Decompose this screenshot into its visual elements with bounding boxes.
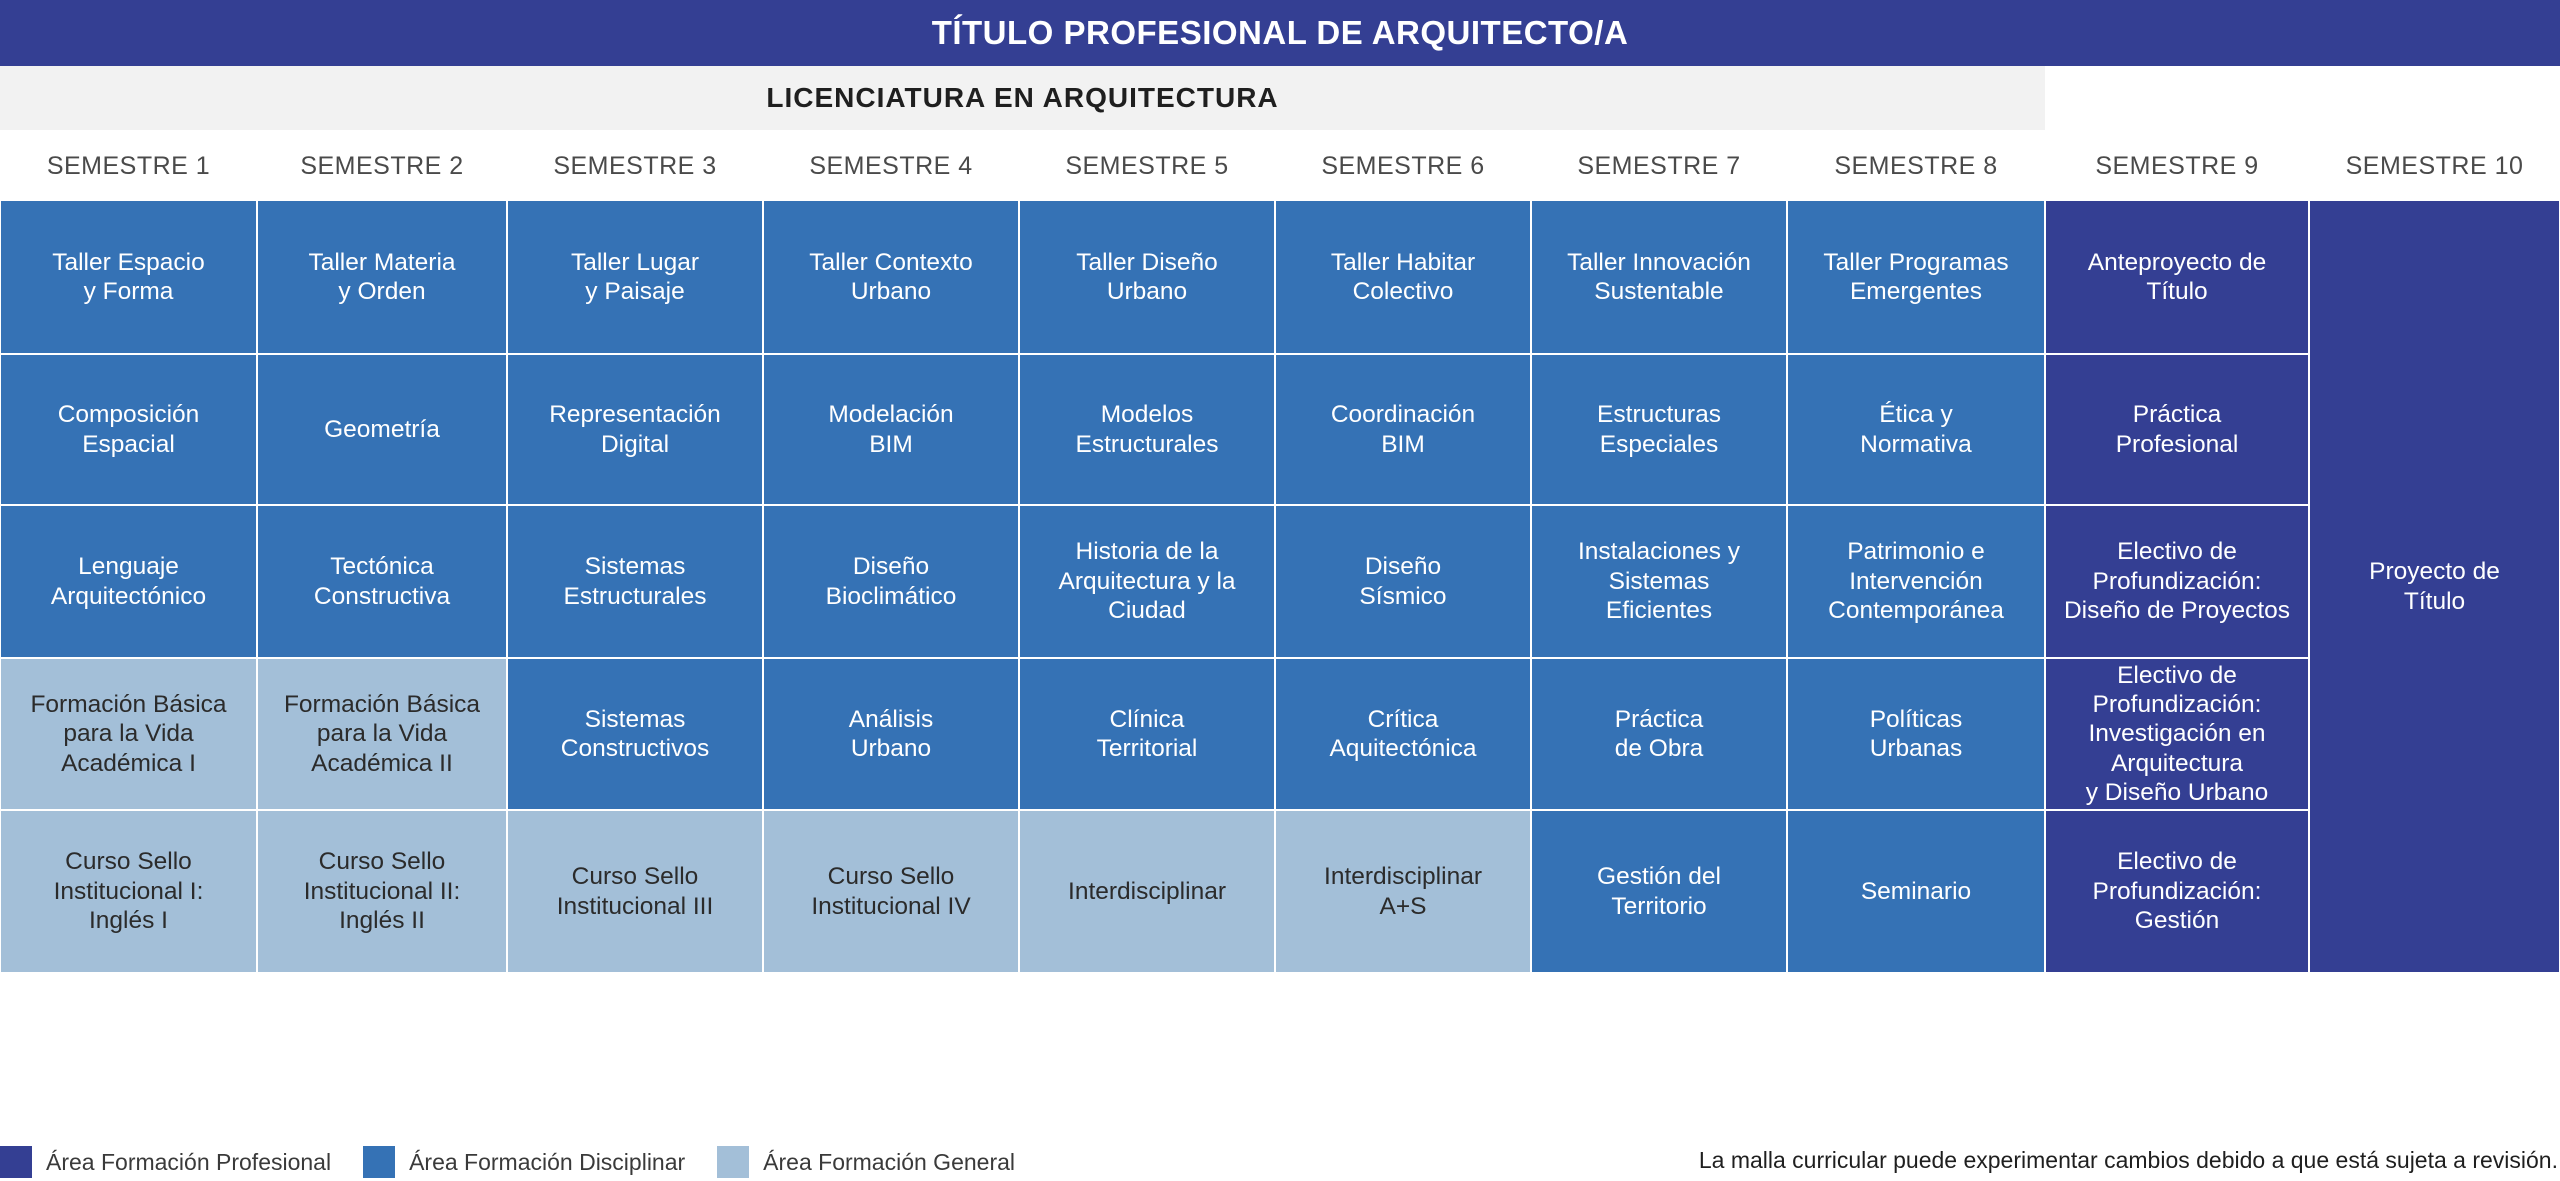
semester-header: SEMESTRE 9 xyxy=(2095,151,2259,180)
course-cell: Taller Diseño Urbano xyxy=(1019,200,1275,354)
course-cell: Electivo de Profundización: Investigación en Arquitectura y Diseño Urbano xyxy=(2045,658,2309,810)
course-cell: Electivo de Profundización: Diseño de Proyectos xyxy=(2045,505,2309,658)
course-cell: Gestión del Territorio xyxy=(1531,810,1787,973)
legend-swatch-profesional xyxy=(0,1146,32,1178)
course-cell: Taller Contexto Urbano xyxy=(763,200,1019,354)
course-cell: Anteproyecto de Título xyxy=(2045,200,2309,354)
course-cell: Representación Digital xyxy=(507,354,763,505)
course-cell: Lenguaje Arquitectónico xyxy=(0,505,257,658)
course-cell: Seminario xyxy=(1787,810,2045,973)
course-cell: Sistemas Constructivos xyxy=(507,658,763,810)
course-cell: Interdisciplinar A+S xyxy=(1275,810,1531,973)
legend-item-profesional xyxy=(0,1146,331,1178)
legend-item-disciplinar xyxy=(363,1146,685,1178)
course-cell: Diseño Sísmico xyxy=(1275,505,1531,658)
course-cell: Geometría xyxy=(257,354,507,505)
course-cell: Modelación BIM xyxy=(763,354,1019,505)
legend xyxy=(0,1143,1015,1181)
semester-header: SEMESTRE 7 xyxy=(1577,151,1741,180)
course-cell: Taller Programas Emergentes xyxy=(1787,200,2045,354)
legend-label: Área Formación Disciplinar xyxy=(409,1148,686,1175)
course-cell: Curso Sello Institucional I: Inglés I xyxy=(0,810,257,973)
course-cell: Composición Espacial xyxy=(0,354,257,505)
course-cell: Ética y Normativa xyxy=(1787,354,2045,505)
course-cell: Instalaciones y Sistemas Eficientes xyxy=(1531,505,1787,658)
legend-label: Área Formación Profesional xyxy=(46,1148,332,1175)
course-cell: Taller Habitar Colectivo xyxy=(1275,200,1531,354)
course-cell: Sistemas Estructurales xyxy=(507,505,763,658)
course-cell: Patrimonio e Intervención Contemporánea xyxy=(1787,505,2045,658)
course-cell: Curso Sello Institucional IV xyxy=(763,810,1019,973)
course-cell: Clínica Territorial xyxy=(1019,658,1275,810)
legend-item-general xyxy=(717,1146,1015,1178)
course-cell: Análisis Urbano xyxy=(763,658,1019,810)
course-cell: Curso Sello Institucional III xyxy=(507,810,763,973)
course-cell: Taller Lugar y Paisaje xyxy=(507,200,763,354)
course-cell: Políticas Urbanas xyxy=(1787,658,2045,810)
course-cell: Curso Sello Institucional II: Inglés II xyxy=(257,810,507,973)
semester-header: SEMESTRE 1 xyxy=(46,151,211,180)
semester-header: SEMESTRE 6 xyxy=(1321,151,1485,180)
course-cell: Proyecto de Título xyxy=(2309,200,2560,973)
course-cell: Interdisciplinar xyxy=(1019,810,1275,973)
course-cell: Tectónica Constructiva xyxy=(257,505,507,658)
course-cell: Diseño Bioclimático xyxy=(763,505,1019,658)
course-cell: Práctica Profesional xyxy=(2045,354,2309,505)
semester-header: SEMESTRE 3 xyxy=(553,151,717,180)
revision-note: La malla curricular puede experimentar cambios debido a que está sujeta a revisión. xyxy=(1698,1147,2558,1173)
page-title: TÍTULO PROFESIONAL DE ARQUITECTO/A xyxy=(0,0,2560,66)
legend-swatch-general xyxy=(717,1146,749,1178)
course-cell: Estructuras Especiales xyxy=(1531,354,1787,505)
semester-header: SEMESTRE 2 xyxy=(300,151,464,180)
legend-swatch-disciplinar xyxy=(363,1146,395,1178)
course-cell: Electivo de Profundización: Gestión xyxy=(2045,810,2309,973)
semester-header: SEMESTRE 10 xyxy=(2345,151,2524,180)
course-cell: Crítica Aquitectónica xyxy=(1275,658,1531,810)
course-cell: Coordinación BIM xyxy=(1275,354,1531,505)
course-cell: Formación Básica para la Vida Académica I xyxy=(0,658,257,810)
semester-header: SEMESTRE 8 xyxy=(1834,151,1998,180)
course-cell: Práctica de Obra xyxy=(1531,658,1787,810)
semester-header: SEMESTRE 4 xyxy=(809,151,973,180)
course-cell: Taller Materia y Orden xyxy=(257,200,507,354)
legend-label: Área Formación General xyxy=(763,1148,1016,1175)
course-cell: Formación Básica para la Vida Académica II xyxy=(257,658,507,810)
course-cell: Taller Innovación Sustentable xyxy=(1531,200,1787,354)
course-cell: Taller Espacio y Forma xyxy=(0,200,257,354)
semester-header: SEMESTRE 5 xyxy=(1065,151,1229,180)
degree-subtitle: LICENCIATURA EN ARQUITECTURA xyxy=(0,66,2045,130)
course-cell: Modelos Estructurales xyxy=(1019,354,1275,505)
course-cell: Historia de la Arquitectura y la Ciudad xyxy=(1019,505,1275,658)
